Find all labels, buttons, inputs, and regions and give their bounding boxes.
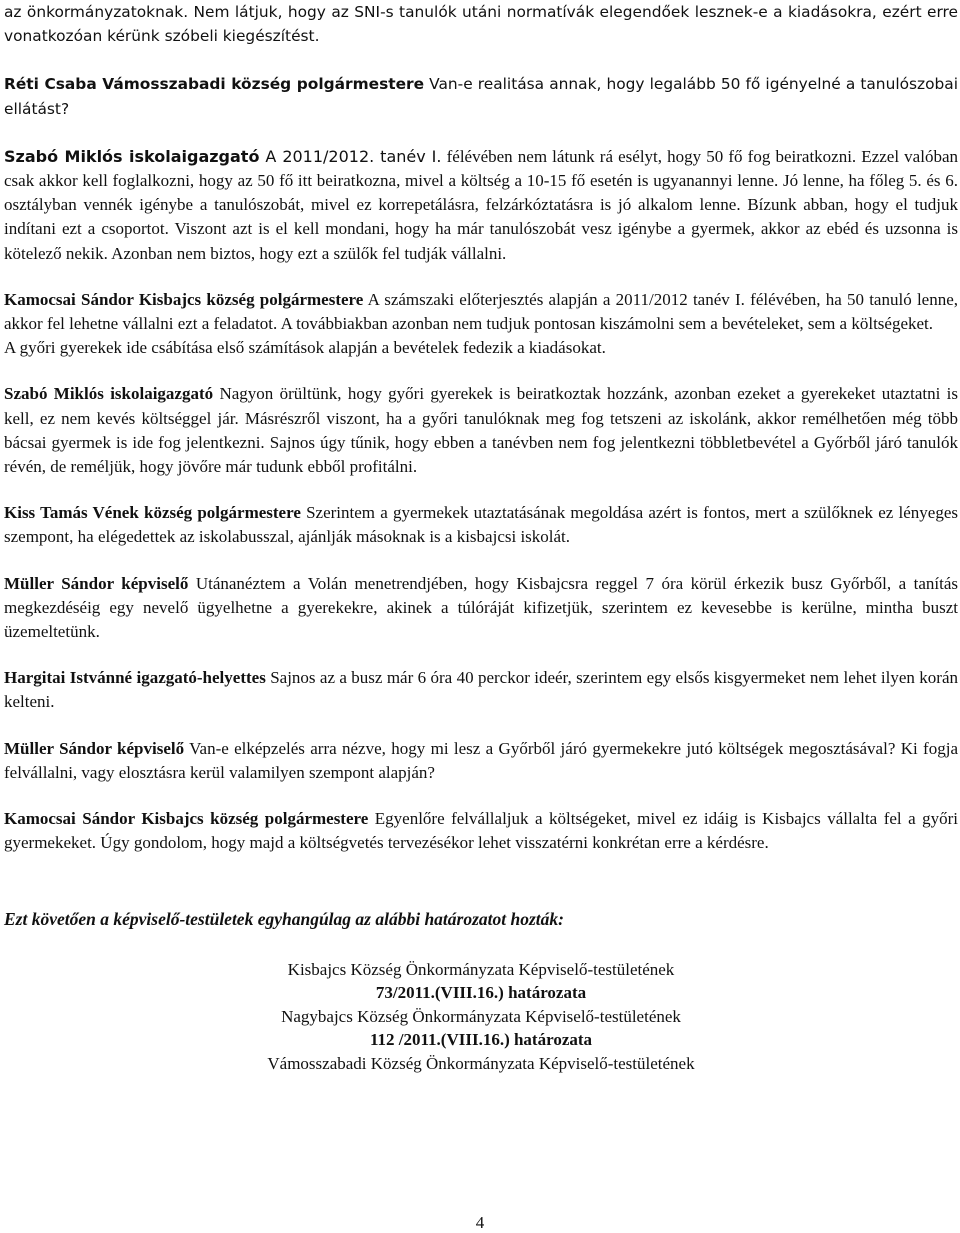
entry-paragraph [4,145,958,266]
speaker-name: Kamocsai Sándor Kisbajcs község polgármestere [4,289,364,309]
decision-heading: Ezt követően a képviselő-testületek egyhangúlag az alábbi határozatot hozták: [4,909,564,930]
entry-text-sans: A 2011/2012. tanév I. [259,146,442,166]
speaker-name: Réti Csaba Vámosszabadi község polgármestere [4,75,425,94]
document-page [4,0,958,1076]
entry-paragraph [4,72,958,120]
entry-text: Sajnos az a busz már 6 óra 40 perckor ideér, szerintem egy elsős kisgyermeket nem lehet ilyen korán kelteni. [4,668,958,712]
entry-paragraph [4,666,958,714]
intro-text: az önkormányzatoknak. Nem látjuk, hogy az SNI-s tanulók utáni normatívák elegendőek lesznek-e a kiadásokra, ezért erre vonatkozóan kérünk szóbeli kiegészítést. [4,3,958,46]
page-number: 4 [475,1213,485,1232]
entry-paragraph [4,288,958,361]
speaker-name: Szabó Miklós iskolaigazgató [4,384,214,404]
entry-paragraph [4,807,958,855]
entry-text: Szerintem a gyermekek utaztatásának megoldása azért is fontos, mert a szülőknek ez lényeges szempont, ha elégedettek az iskolabusszal, ajánlják másoknak is a kisbajcsi iskolát. [4,503,959,547]
resolution-body-kisbajcs: Kisbajcs Község Önkormányzata Képviselő-testületének [287,959,675,979]
entry-text: Nagyon örültünk, hogy győri gyerekek is beiratkoztak hozzánk, azonban ezeket a gyerekeket utaztatni is kell, ez nem kevés költséggel jár. Másrészről viszont, ha a győri tanulóknak meg fog tetszeni az iskolánk, akkor remélhetően még több bácsai gyermek is ide fog jelentkezni. Sajnos úgy tűnik, hogy ebben a tanévben nem fog jelentkezni többletbevétel a Győrből járó tanulók révén, de reméljük, hogy jövőre már tudunk ebből profitálni. [4,384,958,477]
entry-text: Egyenlőre felvállaljuk a költségeket, mivel ez idáig is Kisbajcs vállalta fel a győri gyermekeket. Úgy gondolom, hogy majd a költségvetés tervezésékor lehet visszatérni konkrétan erre a kérdésre. [4,809,958,853]
entry-paragraph [4,737,958,785]
entry-text: Van-e realitása annak, hogy legalább 50 fő igényelné a tanulószobai ellátást? [4,75,959,118]
resolution-number-nagybajcs: 112 /2011.(VIII.16.) határozata [369,1030,593,1050]
entry-paragraph [4,501,958,549]
resolution-body-vamosszabadi: Vámosszabadi Község Önkormányzata Képviselő-testületének [267,1054,695,1074]
entry-text: Van-e elképzelés arra nézve, hogy mi lesz a Győrből járó gyermekekre jutó költségek megosztásával? Ki fogja felvállalni, vagy elosztásra kerül valamilyen szempont alapján? [4,738,958,782]
intro-paragraph [4,0,958,48]
entry-paragraph [4,572,958,645]
speaker-name: Müller Sándor képviselő [4,738,185,758]
speaker-name: Hargitai Istvánné igazgató-helyettes [4,668,266,688]
resolution-block [4,958,958,1076]
entry-text-continued: A győri gyerekek ide csábítása első számítások alapján a bevételek fedezik a kiadásokat. [4,338,606,358]
entry-text: Utánanéztem a Volán menetrendjében, hogy Kisbajcsra reggel 7 óra körül érkezik busz Győrből, a tanítás megkezdéséig egy nevelő ügyelhetne a gyerekekre, akinek a túlóráját kifizetjük, szerintem ez kevesebbe is kerülne, mintha buszt üzemeltetünk. [4,573,958,642]
entry-text: A számszaki előterjesztés alapján a 2011/2012 tanév I. félévében, ha 50 tanuló lenne, akkor fel lehetne vállalni ezt a feladatot. A továbbiakban azonban nem tudjuk pontosan kiszámolni sem a bevételeket, sem a költségeket. [4,289,959,334]
entry-paragraph [4,382,958,479]
speaker-name: Müller Sándor képviselő [4,573,189,593]
resolution-body-nagybajcs: Nagybajcs Község Önkormányzata Képviselő-testületének [281,1006,681,1026]
entry-text: félévében nem látunk rá esélyt, hogy 50 fő fog beiratkozni. Ezzel valóban csak akkor kell foglalkozni, hogy az 50 fő itt beiratkozna, mivel a költség a 10-15 fő esetén is ugyanannyi lenne. Jó lenne, ha főleg 5. és 6. osztályban vennék igénybe a tanulószobát, mivel ez korrepetálásra, felzárkóztatásra is jó alkalom lenne. Bízunk abban, hogy el tudjuk indítani ezt a csoportot. Viszont azt is el kell mondani, hogy ha már tanulószobát vesz igénybe a gyermek, akkor az ebéd és uzsonna is kötelező nekik. Azonban nem biztos, hogy ezt a szülők fel tudják vállalni. [4,146,958,263]
speaker-name: Kiss Tamás Vének község polgármestere [4,503,301,523]
speaker-name: Szabó Miklós iskolaigazgató [4,146,260,166]
speaker-name: Kamocsai Sándor Kisbajcs község polgármestere [4,809,369,829]
resolution-number-kisbajcs: 73/2011.(VIII.16.) határozata [375,983,587,1003]
